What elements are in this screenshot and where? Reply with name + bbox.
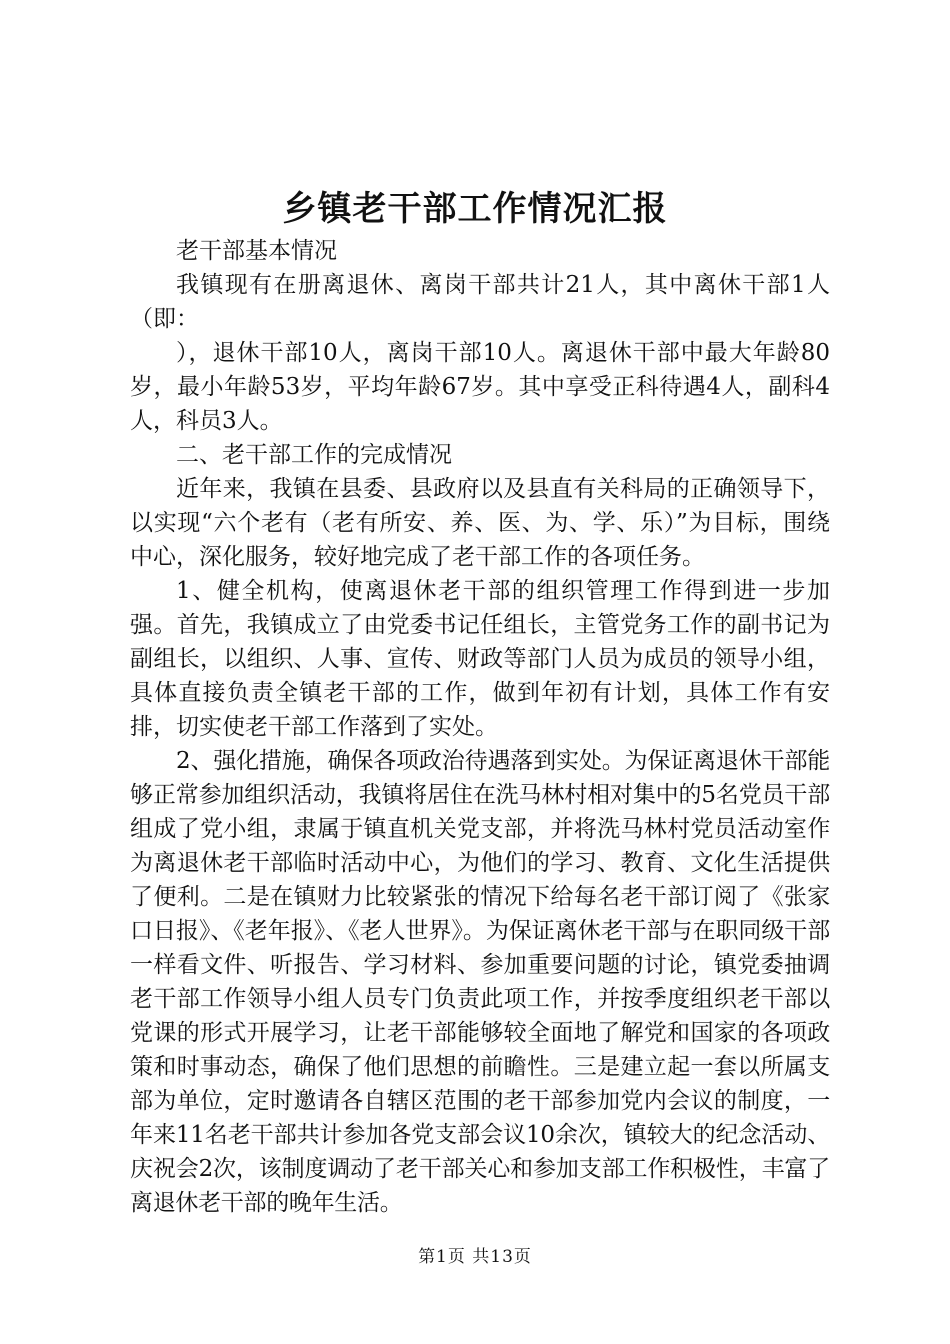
- paragraph-organization: 1、健全机构，使离退休老干部的组织管理工作得到进一步加强。首先，我镇成立了由党委书记任组长，主管党务工作的副书记为副组长，以组织、人事、宣传、财政等部门人员为成员的领导小组，具体直接负责全镇老干部的工作，做到年初有计划，具体工作有安排，切实使老干部工作落到了实处。: [130, 578, 830, 740]
- section-heading-work-completion: 二、老干部工作的完成情况: [176, 442, 452, 468]
- document-body: [130, 234, 830, 1220]
- document-title: 乡镇老干部工作情况汇报: [282, 189, 668, 229]
- paragraph-recent-years: 近年来，我镇在县委、县政府以及县直有关科局的正确领导下，以实现“六个老有（老有所安、养、医、为、学、乐）”为目标，围绕中心，深化服务，较好地完成了老干部工作的各项任务。: [130, 476, 830, 570]
- page-number-footer: 第1页 共13页: [418, 1247, 532, 1267]
- paragraph-age-stats: ），退休干部10人，离岗干部10人。离退休干部中最大年龄80岁，最小年龄53岁，平均年龄67岁。其中享受正科待遇4人，副科4人，科员3人。: [130, 340, 830, 434]
- paragraph-measures: 2、强化措施，确保各项政治待遇落到实处。为保证离退休干部能够正常参加组织活动，我镇将居住在洗马林村相对集中的5名党员干部组成了党小组，隶属于镇直机关党支部，并将洗马林村党员活动室作为离退休老干部临时活动中心，为他们的学习、教育、文化生活提供了便利。二是在镇财力比较紧张的情况下给每名老干部订阅了《张家口日报》、《老年报》、《老人世界》。为保证离休老干部与在职同级干部一样看文件、听报告、学习材料、参加重要问题的讨论，镇党委抽调老干部工作领导小组人员专门负责此项工作，并按季度组织老干部以党课的形式开展学习，让老干部能够较全面地了解党和国家的各项政策和时事动态，确保了他们思想的前瞻性。三是建立起一套以所属支部为单位，定时邀请各自辖区范围的老干部参加党内会议的制度，一年来11名老干部共计参加各党支部会议10余次，镇较大的纪念活动、庆祝会2次，该制度调动了老干部关心和参加支部工作积极性，丰富了离退休老干部的晚年生活。: [130, 748, 830, 1216]
- paragraph-staff-count: 我镇现有在册离退休、离岗干部共计21人，其中离休干部1人（即：: [130, 272, 830, 332]
- section-heading-basic-info: 老干部基本情况: [176, 238, 337, 264]
